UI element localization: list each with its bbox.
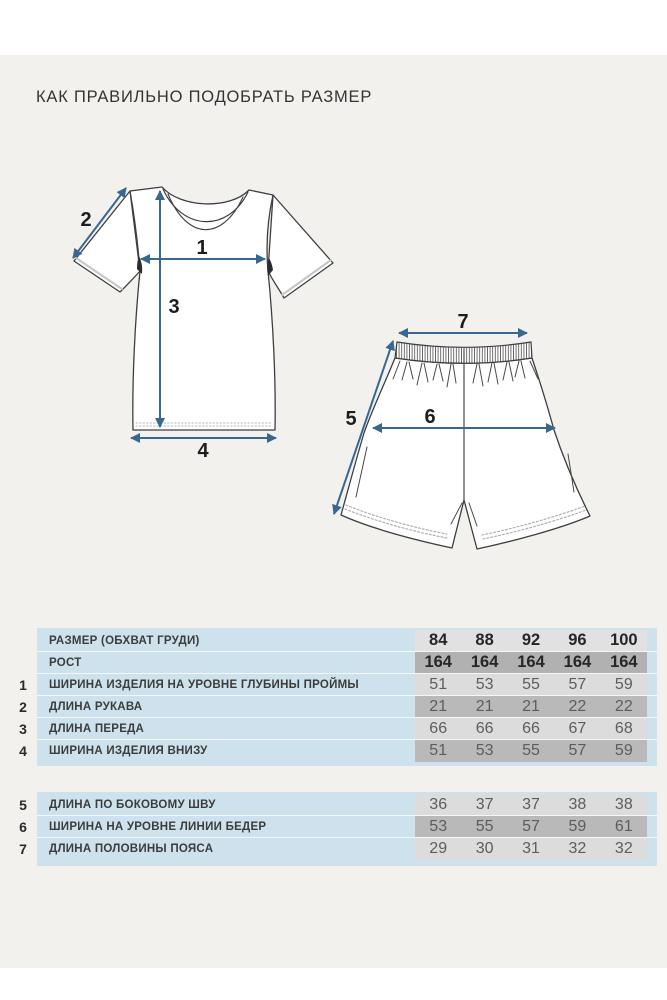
measure-value: 51	[429, 675, 448, 693]
table-row-1	[19, 674, 657, 696]
measure-value: 68	[614, 719, 633, 737]
row-number: 3	[19, 720, 27, 737]
measure-value: 22	[614, 697, 633, 715]
measure-value: 55	[475, 817, 494, 835]
row-values	[415, 838, 647, 860]
measure-value: 66	[522, 719, 540, 737]
row-label: ДЛИНА ПЕРЕДА	[49, 722, 145, 735]
measure-value: 31	[522, 840, 540, 857]
measure-value: 30	[475, 840, 494, 857]
table-row-5	[19, 794, 657, 816]
measure-label-3: 3	[168, 296, 180, 318]
measure-value: 32	[568, 840, 587, 857]
row-label: РАЗМЕР (ОБХВАТ ГРУДИ)	[49, 634, 200, 647]
table-row-3	[19, 718, 657, 740]
measure-value: 57	[522, 817, 540, 835]
measure-value: 57	[568, 675, 587, 693]
measure-value: 21	[522, 697, 540, 715]
row-values	[415, 630, 647, 651]
measure-label-5: 5	[345, 408, 357, 430]
measure-value: 57	[568, 742, 587, 759]
row-number: 7	[19, 841, 27, 857]
measure-label-2: 2	[80, 209, 92, 231]
row-label: ДЛИНА ПО БОКОВОМУ ШВУ	[49, 798, 216, 811]
row-number: 2	[19, 698, 27, 715]
tshirt-left-sleeve	[74, 191, 140, 292]
measure-value: 36	[429, 795, 448, 813]
row-values	[415, 718, 647, 739]
measure-value: 38	[614, 795, 633, 813]
height-value: 164	[424, 653, 452, 671]
measure-value: 21	[429, 697, 448, 715]
row-values	[415, 794, 647, 815]
table-row-4	[19, 740, 657, 762]
measure-value: 22	[568, 697, 587, 715]
size-value: 100	[610, 631, 638, 649]
table-row-2	[19, 696, 657, 718]
measure-value: 66	[475, 719, 494, 737]
measure-value: 37	[475, 795, 494, 813]
height-value: 164	[470, 653, 499, 671]
measure-value: 55	[522, 742, 540, 759]
row-values	[415, 696, 647, 717]
row-label: ШИРИНА НА УРОВНЕ ЛИНИИ БЕДЕР	[49, 820, 267, 833]
row-number: 5	[19, 796, 27, 813]
tshirt-body	[130, 187, 275, 430]
measure-value: 53	[475, 742, 494, 759]
measure-label-4: 4	[197, 440, 209, 462]
measure-value: 66	[429, 719, 448, 737]
table-row-size	[37, 630, 657, 652]
measure-value: 55	[522, 675, 540, 693]
shorts-drawing	[341, 342, 590, 549]
size-value: 92	[521, 631, 541, 649]
table-row-height	[37, 652, 657, 674]
measure-value: 53	[429, 817, 448, 835]
measure-value: 59	[568, 817, 587, 835]
measure-value: 21	[475, 697, 494, 715]
measure-label-6: 6	[424, 406, 436, 428]
size-value: 88	[475, 631, 494, 649]
measure-label-7: 7	[457, 311, 469, 333]
height-value: 164	[517, 653, 545, 671]
row-number: 6	[19, 818, 27, 835]
row-label: ДЛИНА ПОЛОВИНЫ ПОЯСА	[49, 843, 214, 855]
row-values	[415, 674, 647, 695]
measure-value: 53	[475, 675, 494, 693]
measure-value: 59	[614, 742, 633, 759]
measure-value: 67	[568, 719, 587, 737]
measure-value: 32	[614, 840, 633, 857]
row-values	[415, 740, 647, 762]
tshirt-size-table	[19, 628, 657, 766]
measure-value: 29	[429, 840, 448, 857]
size-value: 96	[568, 631, 587, 649]
row-values	[415, 652, 647, 673]
tshirt-drawing	[74, 187, 333, 430]
row-label: ДЛИНА РУКАВА	[49, 700, 143, 713]
row-number: 1	[19, 676, 27, 693]
row-label: РОСТ	[49, 656, 82, 669]
measure-value: 59	[614, 675, 633, 693]
measure-value: 37	[522, 795, 540, 813]
measure-label-1: 1	[196, 237, 208, 259]
measure-value: 61	[614, 817, 633, 835]
measure-value: 38	[568, 795, 587, 813]
row-label: ШИРИНА ИЗДЕЛИЯ ВНИЗУ	[49, 745, 208, 757]
shorts-size-table	[19, 792, 657, 866]
table-row-6	[19, 816, 657, 838]
row-label: ШИРИНА ИЗДЕЛИЯ НА УРОВНЕ ГЛУБИНЫ ПРОЙМЫ	[49, 678, 359, 691]
row-number: 4	[19, 743, 27, 759]
table-row-7	[19, 838, 657, 860]
height-value: 164	[563, 653, 592, 671]
height-value: 164	[610, 653, 638, 671]
row-values	[415, 816, 647, 837]
measure-value: 51	[429, 742, 448, 759]
page-title: КАК ПРАВИЛЬНО ПОДОБРАТЬ РАЗМЕР	[36, 88, 373, 106]
size-value: 84	[429, 631, 448, 649]
